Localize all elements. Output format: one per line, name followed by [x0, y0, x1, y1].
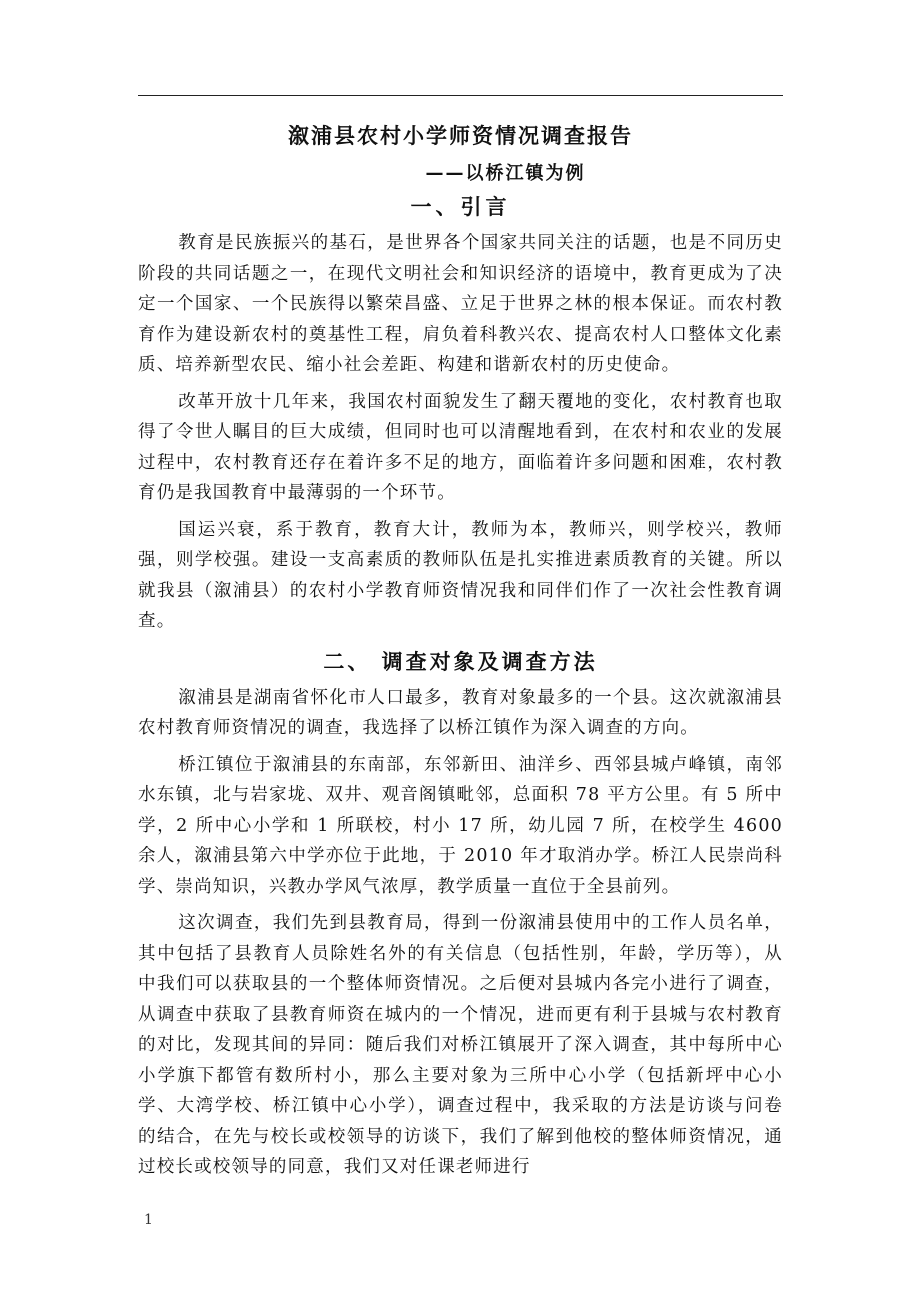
- report-title: 溆浦县农村小学师资情况调查报告: [288, 124, 633, 148]
- section-heading-intro: 一、引言: [410, 195, 511, 219]
- method-paragraph-3: 这次调查，我们先到县教育局，得到一份溆浦县使用中的工作人员名单，其中包括了县教育人员除姓名外的有关信息（包括性别，年龄，学历等），从中我们可以获取县的一个整体师资情况。之后便对县城内各完小进行了调查，从调查中获取了县教育师资在城内的一个情况，进而更有利于县城与农村教育的对比，发现其间的异同：随后我们对桥江镇展开了深入调查，其中每所中心小学旗下都管有数所村小，那么主要对象为三所中心小学（包括新坪中心小学、大湾学校、桥江镇中心小学），调查过程中，我采取的方法是访谈与问卷的结合，在先与校长或校领导的访谈下，我们了解到他校的整体师资情况，通过校长或校领导的同意，我们又对任课老师进行: [138, 913, 783, 1177]
- method-paragraph-2: 桥江镇位于溆浦县的东南部，东邻新田、油洋乡、西邻县城卢峰镇，南邻水东镇，北与岩家垅、双井、观音阁镇毗邻，总面积 78 平方公里。有 5 所中学，2 所中心小学和 1 所联校，村小 17 所，幼儿园 7 所，在校学生 4600 余人，溆浦县第六中学亦位于此地，于 2010 年才取消办学。桥江人民崇尚科学、崇尚知识，兴教办学风气浓厚，教学质量一直位于全县前列。: [138, 754, 783, 897]
- intro-paragraph-3: 国运兴衰，系于教育，教育大计，教师为本，教师兴，则学校兴，教师强，则学校强。建设一支高素质的教师队伍是扎实推进素质教育的关键。所以就我县（溆浦县）的农村小学教育师资情况我和同伴们作了一次社会性教育调查。: [138, 519, 783, 631]
- section-heading-method: 二、 调查对象及调查方法: [323, 649, 598, 674]
- intro-paragraph-2: 改革开放十几年来，我国农村面貌发生了翻天覆地的变化，农村教育也取得了令世人瞩目的巨大成绩，但同时也可以清醒地看到，在农村和农业的发展过程中，农村教育还存在着许多不足的地方，面临着许多问题和困难，农村教育仍是我国教育中最薄弱的一个环节。: [138, 391, 783, 503]
- intro-paragraph-1: 教育是民族振兴的基石，是世界各个国家共同关注的话题，也是不同历史阶段的共同话题之一，在现代文明社会和知识经济的语境中，教育更成为了决定一个国家、一个民族得以繁荣昌盛、立足于世界之林的根本保证。而农村教育作为建设新农村的奠基性工程，肩负着科教兴农、提高农村人口整体文化素质、培养新型农民、缩小社会差距、构建和谐新农村的历史使命。: [138, 233, 783, 375]
- header-rule: [138, 95, 783, 96]
- page-number: 1: [144, 1212, 153, 1228]
- document-page: [138, 110, 783, 1189]
- method-paragraph-1: 溆浦县是湖南省怀化市人口最多，教育对象最多的一个县。这次就溆浦县农村教育师资情况的调查，我选择了以桥江镇作为深入调查的方向。: [138, 687, 783, 738]
- report-subtitle: ——以桥江镇为例: [425, 163, 586, 184]
